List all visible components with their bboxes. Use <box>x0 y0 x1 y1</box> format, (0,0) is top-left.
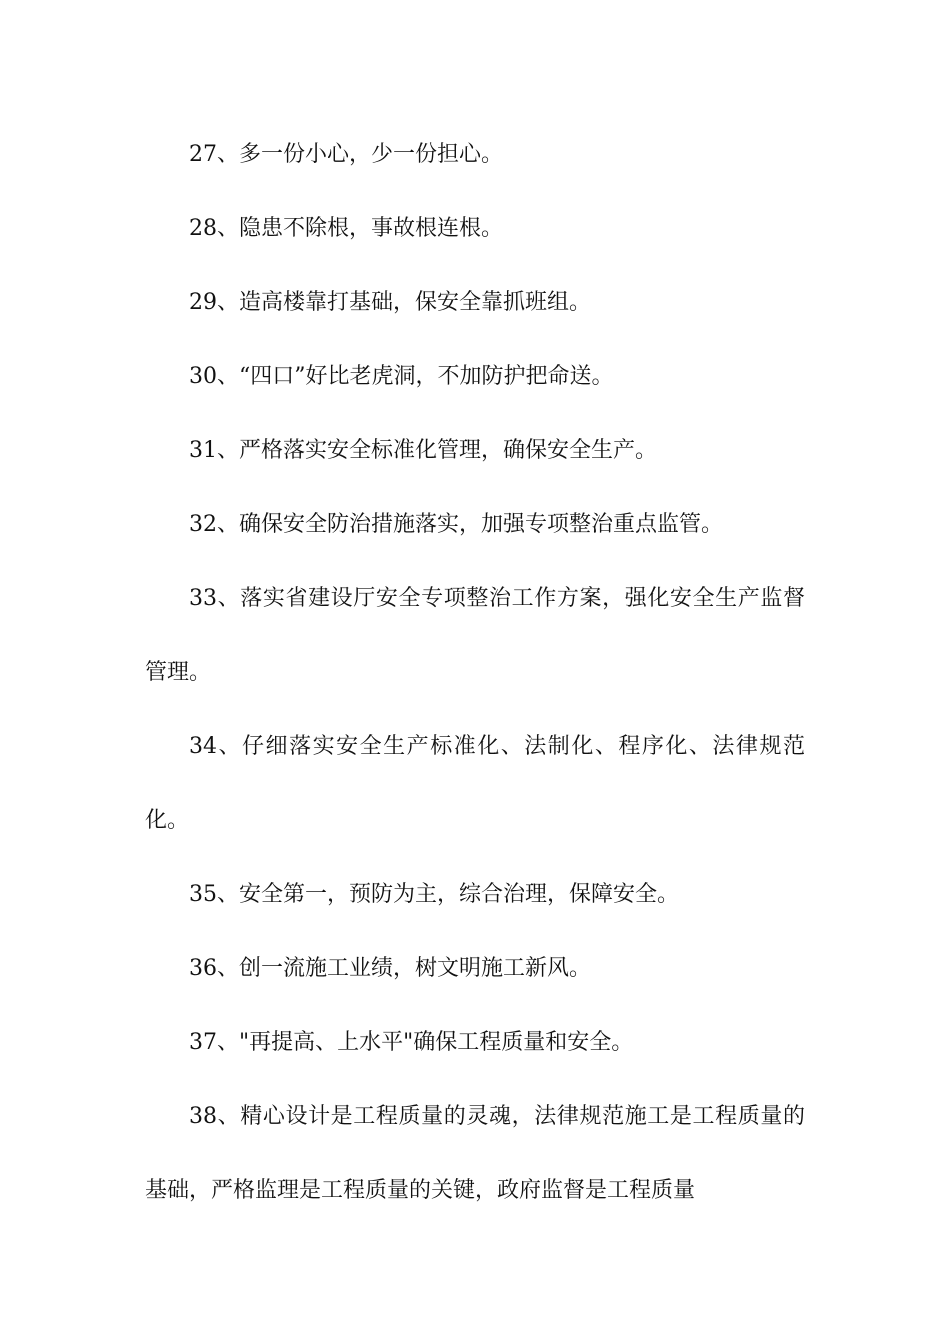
slogan-36: 36、创一流施工业绩，树文明施工新风。 <box>189 956 591 981</box>
document-body <box>145 118 805 1228</box>
slogan-30: 30、“四口”好比老虎洞，不加防护把命送。 <box>189 364 614 389</box>
slogan-34: 34、仔细落实安全生产标准化、法制化、程序化、法律规范化。 <box>145 734 805 833</box>
slogan-27: 27、多一份小心，少一份担心。 <box>189 142 503 167</box>
slogan-33: 33、落实省建设厅安全专项整治工作方案，强化安全生产监督管理。 <box>145 586 805 685</box>
slogan-28: 28、隐患不除根，事故根连根。 <box>189 216 503 241</box>
slogan-29: 29、造高楼靠打基础，保安全靠抓班组。 <box>189 290 591 315</box>
slogan-31: 31、严格落实安全标准化管理，确保安全生产。 <box>189 438 657 463</box>
slogan-35: 35、安全第一，预防为主，综合治理，保障安全。 <box>189 882 679 907</box>
slogan-38: 38、精心设计是工程质量的灵魂，法律规范施工是工程质量的基础，严格监理是工程质量的关键，政府监督是工程质量 <box>145 1104 805 1203</box>
slogan-32: 32、确保安全防治措施落实，加强专项整治重点监管。 <box>189 512 723 537</box>
slogan-37: 37、"再提高、上水平"确保工程质量和安全。 <box>189 1030 634 1055</box>
